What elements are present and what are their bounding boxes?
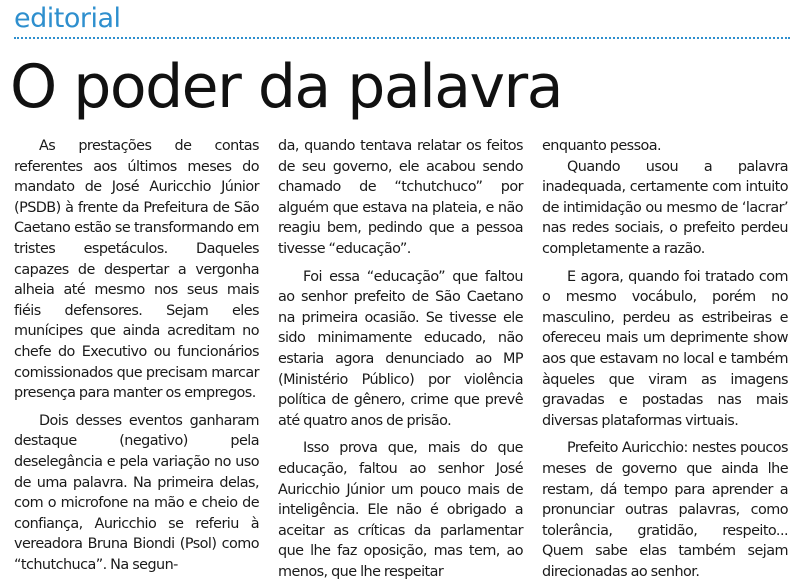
paragraph: Isso prova que, mais do que educação, faltou ao senhor José Auricchio Júnior um pouco mais de inteligência. Ele não é obrigado a aceitar as críticas da parlamentar que lhe faz oposição, mas tem, ao menos, que lhe respeitar xyxy=(278,440,523,580)
text-column-1 xyxy=(14,136,259,573)
paragraph-continuation: da, quando tentava relatar os feitos de seu governo, ele acabou sendo chamado de “tchutchuco” por alguém que estava na plateia, e não reagiu bem, pedindo que a pessoa tivesse “educação”. xyxy=(278,138,523,257)
paragraph: Prefeito Auricchio: nestes poucos meses de governo que ainda lhe restam, dá tempo para aprender a pronunciar outras palavras, como tolerância, gratidão, respeito... Quem sabe elas também sejam direcionadas ao senhor. xyxy=(542,440,788,580)
paragraph: Dois desses eventos ganharam destaque (negativo) pela deselegância e pela variação no uso de uma palavra. Na primeira delas, com o microfone na mão e cheio de confiança, Auricchio se referiu à vereadora Bruna Biondi (Psol) como “tchutchuca”. Na segun- xyxy=(14,412,259,573)
paragraph: Foi essa “educação” que faltou ao senhor prefeito de São Caetano na primeira ocasião. Se tivesse ele sido minimamente educado, não estaria agora denunciado ao MP (Ministério Público) por violência política de gênero, crime que prevê até quatro anos de prisão. xyxy=(278,268,523,429)
section-label: editorial xyxy=(14,3,121,34)
paragraph-continuation: enquanto pessoa. xyxy=(542,138,662,154)
paragraph: Quando usou a palavra inadequada, certamente com intuito de intimidação ou mesmo de ‘lacrar’ nas redes sociais, o prefeito perdeu completamente a razão. xyxy=(542,158,788,257)
article-body xyxy=(14,136,788,580)
text-column-3 xyxy=(542,136,788,580)
page-title: O poder da palavra xyxy=(10,52,562,122)
paragraph: As prestações de contas referentes aos últimos meses do mandato de José Auricchio Júnior (PSDB) à frente da Prefeitura de São Caetano estão se transformando em tristes espetáculos. Daqueles capazes de despertar a vergonha alheia até mesmo nos seus mais fiéis defensores. Sejam eles munícipes que ainda acreditam no chefe do Executivo ou funcionários comissionados que precisam marcar presença para manter os empregos. xyxy=(14,138,259,402)
paragraph: E agora, quando foi tratado com o mesmo vocábulo, porém no masculino, perdeu as estribeiras e ofereceu mais um deprimente show aos que estavam no local e também àqueles que viram as imagens gravadas e postadas nas mais diversas plataformas virtuais. xyxy=(542,268,788,429)
text-column-2 xyxy=(278,136,523,580)
section-divider xyxy=(14,37,790,39)
